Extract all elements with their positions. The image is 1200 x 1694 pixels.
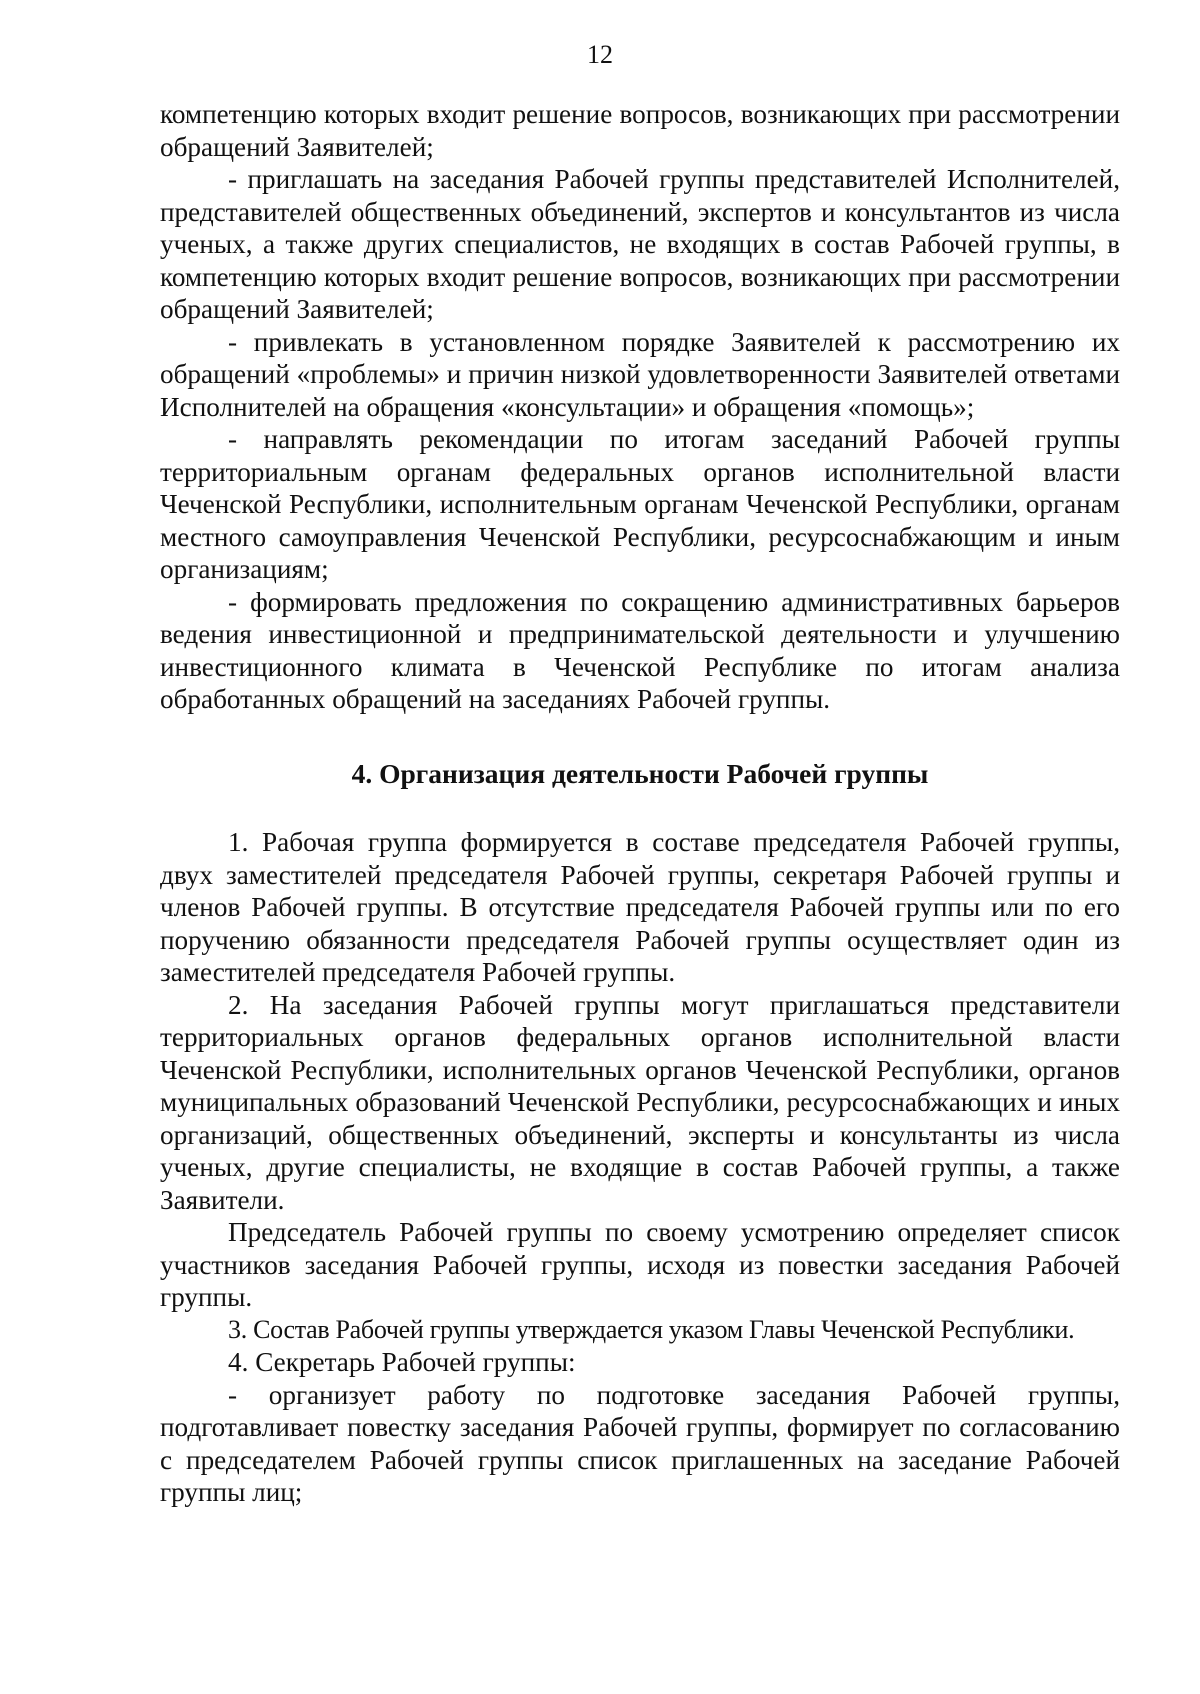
document-body <box>160 98 1120 1509</box>
paragraph: - привлекать в установленном порядке Заявителей к рассмотрению их обращений «проблемы» и причин низкой удовлетворенности Заявителей ответами Исполнителей на обращения «консультации» и обращения «помощь»; <box>160 326 1120 422</box>
paragraph: 1. Рабочая группа формируется в составе председателя Рабочей группы, двух заместителей председателя Рабочей группы, секретаря Рабочей группы и членов Рабочей группы. В отсутствие председателя Рабочей группы или по его поручению обязанности председателя Рабочей группы осуществляет один из заместителей председателя Рабочей группы. <box>160 827 1120 987</box>
paragraph: - направлять рекомендации по итогам заседаний Рабочей группы территориальным органам федеральных органов исполнительной власти Чеченской Республики, исполнительным органам Чеченской Республики, органам местного самоуправления Чеченской Республики, ресурсоснабжающим и иным организациям; <box>160 424 1120 584</box>
page-number: 12 <box>587 40 613 69</box>
paragraph: Председатель Рабочей группы по своему усмотрению определяет список участников заседания Рабочей группы, исходя из повестки заседания Рабочей группы. <box>160 1217 1120 1312</box>
paragraph: 2. На заседания Рабочей группы могут приглашаться представители территориальных органов федеральных органов исполнительной власти Чеченской Республики, исполнительных органов Чеченской Республики, органов муниципальных образований Чеченской Республики, ресурсоснабжающих и иных организаций, общественных объединений, эксперты и консультанты из числа ученых, другие специалисты, не входящие в состав Рабочей группы, а также Заявители. <box>160 989 1120 1215</box>
paragraph: компетенцию которых входит решение вопросов, возникающих при рассмотрении обращений Заявителей; <box>160 99 1120 162</box>
paragraph: - организует работу по подготовке заседания Рабочей группы, подготавливает повестку заседания Рабочей группы, формирует по согласованию с председателем Рабочей группы список приглашенных на заседание Рабочей группы лиц; <box>160 1379 1120 1507</box>
paragraph: 3. Состав Рабочей группы утверждается указом Главы Чеченской Республики. <box>228 1314 1075 1344</box>
paragraph: - формировать предложения по сокращению административных барьеров ведения инвестиционной и предпринимательской деятельности и улучшению инвестиционного климата в Чеченской Республике по итогам анализа обработанных обращений на заседаниях Рабочей группы. <box>160 586 1120 714</box>
section-heading: 4. Организация деятельности Рабочей группы <box>351 757 929 789</box>
paragraph: 4. Секретарь Рабочей группы: <box>228 1347 576 1377</box>
paragraph: - приглашать на заседания Рабочей группы представителей Исполнителей, представителей общественных объединений, экспертов и консультантов из числа ученых, а также других специалистов, не входящих в состав Рабочей группы, в компетенцию которых входит решение вопросов, возникающих при рассмотрении обращений Заявителей; <box>160 164 1120 324</box>
